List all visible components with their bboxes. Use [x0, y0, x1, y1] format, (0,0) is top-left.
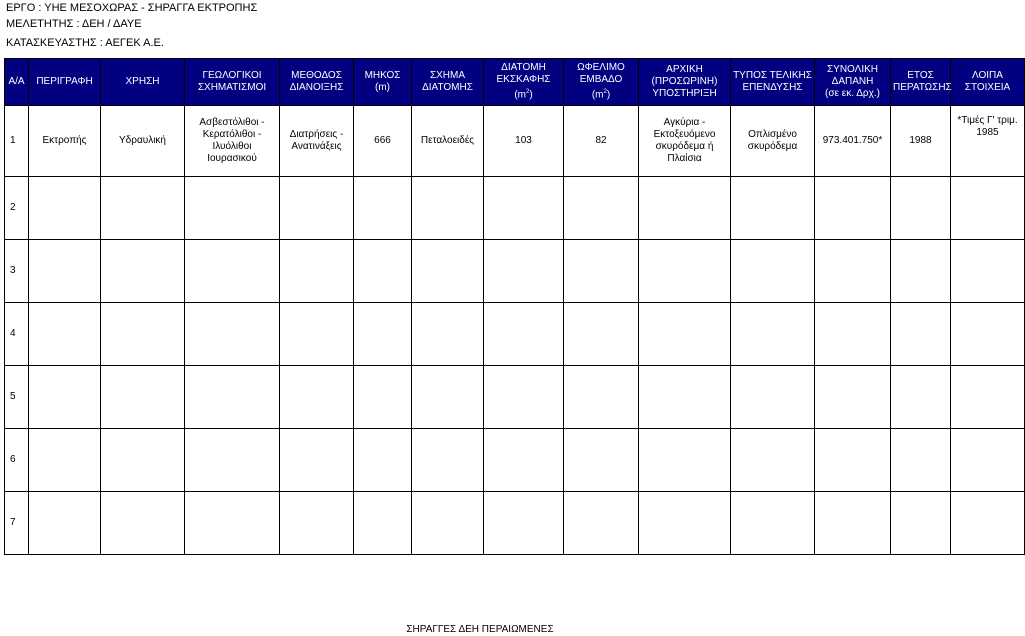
table-row [5, 106, 1025, 177]
cell-shape: Πεταλοειδές [412, 106, 484, 177]
col-useful-area: ΩΦΕΛΙΜΟ ΕΜΒΑΔΟ $(m^2)$ [564, 59, 639, 106]
contractor-line: ΚΑΤΑΣΚΕΥΑΣΤΗΣ : ΑΕΓΕΚ Α.Ε. [6, 37, 164, 49]
col-completion-year: ΕΤΟΣ ΠΕΡΑΤΩΣΗΣ [891, 59, 951, 106]
table-row [5, 177, 1025, 240]
cell-other-info: *Τιμές Γ' τριμ. 1985 [951, 106, 1025, 177]
col-initial-support: ΑΡΧΙΚΗ (ΠΡΟΣΩΡΙΝΗ) ΥΠΟΣΤΗΡΙΞΗ [639, 59, 731, 106]
table-row [5, 240, 1025, 303]
cell-aa: 5 [5, 366, 29, 429]
cell-initial-support: Αγκύρια - Εκτοξευόμενο σκυρόδεμα ή Πλαίσια [639, 106, 731, 177]
tunnels-table [4, 58, 1025, 555]
cell-use: Υδραυλική [101, 106, 185, 177]
col-length: ΜΗΚΟΣ (m) [354, 59, 412, 106]
table-row [5, 366, 1025, 429]
cell-completion-year: 1988 [891, 106, 951, 177]
col-method: ΜΕΘΟΔΟΣ ΔΙΑΝΟΙΞΗΣ [280, 59, 354, 106]
col-aa: Α/Α [5, 59, 29, 106]
table-row [5, 492, 1025, 555]
footer-caption: ΣΗΡΑΓΓΕΣ ΔΕΗ ΠΕΡΑΙΩΜΕΝΕΣ [406, 624, 554, 635]
cell-aa: 3 [5, 240, 29, 303]
cell-method: Διατρήσεις - Ανατινάξεις [280, 106, 354, 177]
col-shape: ΣΧΗΜΑ ΔΙΑΤΟΜΗΣ [412, 59, 484, 106]
project-title: ΕΡΓΟ : ΥΗΕ ΜΕΣΟΧΩΡΑΣ - ΣΗΡΑΓΓΑ ΕΚΤΡΟΠΗΣ [6, 2, 258, 14]
col-use: ΧΡΗΣΗ [101, 59, 185, 106]
table-header-row [5, 59, 1025, 106]
table-row [5, 303, 1025, 366]
cell-aa: 7 [5, 492, 29, 555]
designer-line: ΜΕΛΕΤΗΤΗΣ : ΔΕΗ / ΔΑΥΕ [6, 18, 142, 30]
cell-useful-area: 82 [564, 106, 639, 177]
col-other-info: ΛΟΙΠΑ ΣΤΟΙΧΕΙΑ [951, 59, 1025, 106]
cell-length: 666 [354, 106, 412, 177]
col-geology: ΓΕΩΛΟΓΙΚΟΙ ΣΧΗΜΑΤΙΣΜΟΙ [185, 59, 280, 106]
cell-aa: 6 [5, 429, 29, 492]
table-row [5, 429, 1025, 492]
cell-description: Εκτροπής [29, 106, 101, 177]
col-final-lining: ΤΥΠΟΣ ΤΕΛΙΚΗΣ ΕΠΕΝΔΥΣΗΣ [731, 59, 815, 106]
col-description: ΠΕΡΙΓΡΑΦΗ [29, 59, 101, 106]
cell-final-lining: Οπλισμένο σκυρόδεμα [731, 106, 815, 177]
cell-aa: 2 [5, 177, 29, 240]
cell-geology: Ασβεστόλιθοι - Κερατόλιθοι - Ιλυόλιθοι Ιουρασικού [185, 106, 280, 177]
cell-aa: 4 [5, 303, 29, 366]
cell-total-cost: 973.401.750* [815, 106, 891, 177]
cell-excavation-section: 103 [484, 106, 564, 177]
col-excavation-section: ΔΙΑΤΟΜΗ ΕΚΣΚΑΦΗΣ $(m^2)$ [484, 59, 564, 106]
col-total-cost: ΣΥΝΟΛΙΚΗ ΔΑΠΑΝΗ (σε εκ. Δρχ.) [815, 59, 891, 106]
cell-aa: 1 [5, 106, 29, 177]
